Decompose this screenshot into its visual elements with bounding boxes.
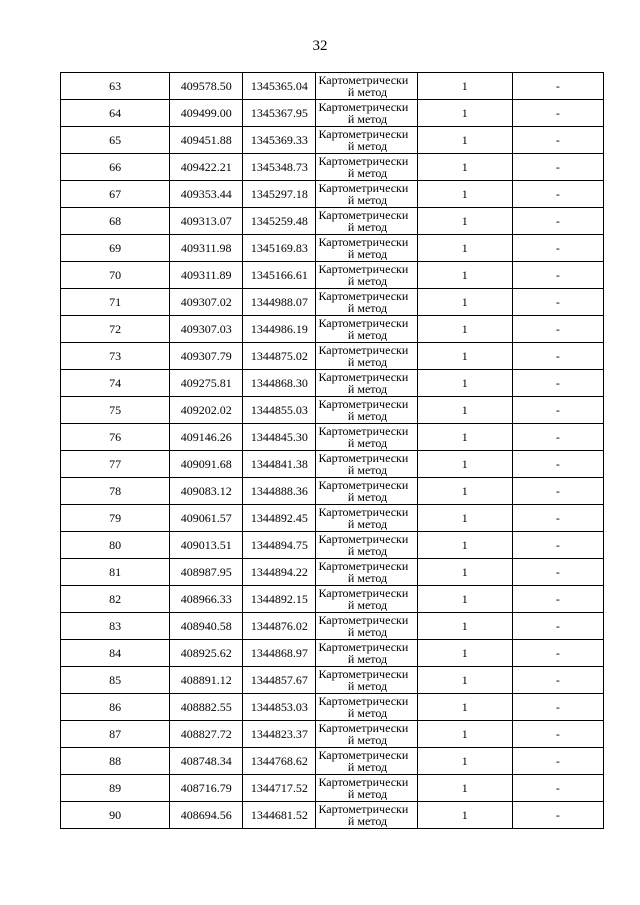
method-text: [316, 317, 416, 341]
x-coordinate-cell: 409083.12: [170, 478, 243, 505]
point-number-cell: 84: [61, 640, 170, 667]
method-line-2: й метод: [347, 490, 388, 503]
method-line-2: й метод: [347, 193, 388, 206]
y-coordinate-cell: 1344868.97: [243, 640, 316, 667]
method-line-1: Картометрически: [318, 128, 409, 141]
description-cell: -: [512, 667, 603, 694]
point-number-cell: 72: [61, 316, 170, 343]
description-cell: -: [512, 586, 603, 613]
method-line-1: Картометрически: [318, 749, 409, 762]
y-coordinate-cell: 1344892.45: [243, 505, 316, 532]
method-line-2: й метод: [347, 463, 388, 476]
y-coordinate-cell: 1345169.83: [243, 235, 316, 262]
accuracy-cell: 1: [417, 289, 512, 316]
method-cell: [316, 208, 417, 235]
accuracy-cell: 1: [417, 478, 512, 505]
point-number-cell: 79: [61, 505, 170, 532]
point-number-cell: 75: [61, 397, 170, 424]
point-number-cell: 83: [61, 613, 170, 640]
method-line-2: й метод: [347, 679, 388, 692]
description-cell: -: [512, 694, 603, 721]
method-line-2: й метод: [347, 814, 388, 827]
description-cell: -: [512, 532, 603, 559]
method-text: [316, 560, 416, 584]
method-cell: [316, 694, 417, 721]
method-cell: [316, 559, 417, 586]
method-text: [316, 506, 416, 530]
accuracy-cell: 1: [417, 316, 512, 343]
method-cell: [316, 478, 417, 505]
point-number-cell: 80: [61, 532, 170, 559]
y-coordinate-cell: 1344876.02: [243, 613, 316, 640]
accuracy-cell: 1: [417, 505, 512, 532]
description-cell: -: [512, 748, 603, 775]
x-coordinate-cell: 409307.03: [170, 316, 243, 343]
y-coordinate-cell: 1344681.52: [243, 802, 316, 829]
description-cell: -: [512, 127, 603, 154]
y-coordinate-cell: 1344717.52: [243, 775, 316, 802]
method-cell: [316, 262, 417, 289]
method-text: [316, 236, 416, 260]
table-row: [61, 370, 604, 397]
method-text: [316, 398, 416, 422]
x-coordinate-cell: 409091.68: [170, 451, 243, 478]
table-row: [61, 505, 604, 532]
accuracy-cell: 1: [417, 208, 512, 235]
point-number-cell: 81: [61, 559, 170, 586]
method-line-1: Картометрически: [318, 506, 409, 519]
method-text: [316, 722, 416, 746]
table-row: [61, 316, 604, 343]
description-cell: -: [512, 100, 603, 127]
table-row: [61, 100, 604, 127]
method-cell: [316, 289, 417, 316]
table-row: [61, 127, 604, 154]
accuracy-cell: 1: [417, 100, 512, 127]
x-coordinate-cell: 409275.81: [170, 370, 243, 397]
method-line-2: й метод: [347, 166, 388, 179]
method-cell: [316, 775, 417, 802]
y-coordinate-cell: 1344986.19: [243, 316, 316, 343]
accuracy-cell: 1: [417, 127, 512, 154]
description-cell: -: [512, 397, 603, 424]
x-coordinate-cell: 409578.50: [170, 73, 243, 100]
accuracy-cell: 1: [417, 262, 512, 289]
method-text: [316, 803, 416, 827]
x-coordinate-cell: 408966.33: [170, 586, 243, 613]
method-cell: [316, 343, 417, 370]
accuracy-cell: 1: [417, 424, 512, 451]
method-line-2: й метод: [347, 85, 388, 98]
page-number: 32: [312, 38, 328, 54]
method-cell: [316, 748, 417, 775]
method-text: [316, 290, 416, 314]
point-number-cell: 67: [61, 181, 170, 208]
method-text: [316, 776, 416, 800]
table-row: [61, 424, 604, 451]
table-row: [61, 451, 604, 478]
x-coordinate-cell: 409353.44: [170, 181, 243, 208]
y-coordinate-cell: 1344875.02: [243, 343, 316, 370]
method-line-2: й метод: [347, 436, 388, 449]
accuracy-cell: 1: [417, 181, 512, 208]
method-line-2: й метод: [347, 328, 388, 341]
method-line-2: й метод: [347, 247, 388, 260]
point-number-cell: 76: [61, 424, 170, 451]
accuracy-cell: 1: [417, 451, 512, 478]
description-cell: -: [512, 775, 603, 802]
description-cell: -: [512, 154, 603, 181]
y-coordinate-cell: 1344823.37: [243, 721, 316, 748]
x-coordinate-cell: 409499.00: [170, 100, 243, 127]
description-cell: -: [512, 721, 603, 748]
method-line-2: й метод: [347, 760, 388, 773]
method-line-1: Картометрически: [318, 668, 409, 681]
method-text: [316, 263, 416, 287]
coordinates-table: [60, 72, 604, 829]
y-coordinate-cell: 1344894.75: [243, 532, 316, 559]
table-row: [61, 289, 604, 316]
method-text: [316, 425, 416, 449]
method-cell: [316, 505, 417, 532]
table-row: [61, 559, 604, 586]
accuracy-cell: 1: [417, 370, 512, 397]
y-coordinate-cell: 1344841.38: [243, 451, 316, 478]
method-cell: [316, 127, 417, 154]
method-line-1: Картометрически: [318, 209, 409, 222]
method-text: [316, 479, 416, 503]
method-line-1: Картометрически: [318, 74, 409, 87]
method-text: [316, 155, 416, 179]
table-row: [61, 613, 604, 640]
method-line-1: Картометрически: [318, 533, 409, 546]
x-coordinate-cell: 409311.89: [170, 262, 243, 289]
method-cell: [316, 613, 417, 640]
point-number-cell: 87: [61, 721, 170, 748]
point-number-cell: 82: [61, 586, 170, 613]
y-coordinate-cell: 1345369.33: [243, 127, 316, 154]
description-cell: -: [512, 424, 603, 451]
method-cell: [316, 235, 417, 262]
method-text: [316, 587, 416, 611]
method-cell: [316, 451, 417, 478]
y-coordinate-cell: 1344857.67: [243, 667, 316, 694]
description-cell: -: [512, 262, 603, 289]
x-coordinate-cell: 408694.56: [170, 802, 243, 829]
accuracy-cell: 1: [417, 748, 512, 775]
method-line-1: Картометрически: [318, 290, 409, 303]
method-line-1: Картометрически: [318, 182, 409, 195]
accuracy-cell: 1: [417, 613, 512, 640]
method-cell: [316, 721, 417, 748]
point-number-cell: 86: [61, 694, 170, 721]
table-row: [61, 235, 604, 262]
x-coordinate-cell: 408891.12: [170, 667, 243, 694]
point-number-cell: 77: [61, 451, 170, 478]
method-line-1: Картометрически: [318, 371, 409, 384]
method-cell: [316, 397, 417, 424]
method-line-1: Картометрически: [318, 236, 409, 249]
method-text: [316, 209, 416, 233]
method-line-2: й метод: [347, 274, 388, 287]
method-text: [316, 371, 416, 395]
y-coordinate-cell: 1344894.22: [243, 559, 316, 586]
accuracy-cell: 1: [417, 532, 512, 559]
method-cell: [316, 586, 417, 613]
method-line-1: Картометрически: [318, 425, 409, 438]
x-coordinate-cell: 409202.02: [170, 397, 243, 424]
x-coordinate-cell: 409311.98: [170, 235, 243, 262]
x-coordinate-cell: 408940.58: [170, 613, 243, 640]
accuracy-cell: 1: [417, 667, 512, 694]
table-row: [61, 397, 604, 424]
table-row: [61, 667, 604, 694]
accuracy-cell: 1: [417, 586, 512, 613]
method-text: [316, 344, 416, 368]
method-text: [316, 101, 416, 125]
method-line-1: Картометрически: [318, 803, 409, 816]
description-cell: -: [512, 181, 603, 208]
point-number-cell: 68: [61, 208, 170, 235]
point-number-cell: 66: [61, 154, 170, 181]
table-body: [61, 73, 604, 829]
method-line-2: й метод: [347, 733, 388, 746]
x-coordinate-cell: 409061.57: [170, 505, 243, 532]
description-cell: -: [512, 640, 603, 667]
accuracy-cell: 1: [417, 235, 512, 262]
y-coordinate-cell: 1345348.73: [243, 154, 316, 181]
y-coordinate-cell: 1344853.03: [243, 694, 316, 721]
accuracy-cell: 1: [417, 640, 512, 667]
method-line-1: Картометрически: [318, 101, 409, 114]
description-cell: -: [512, 289, 603, 316]
x-coordinate-cell: 409422.21: [170, 154, 243, 181]
method-line-1: Картометрически: [318, 695, 409, 708]
point-number-cell: 71: [61, 289, 170, 316]
x-coordinate-cell: 409313.07: [170, 208, 243, 235]
description-cell: -: [512, 505, 603, 532]
accuracy-cell: 1: [417, 802, 512, 829]
table-row: [61, 73, 604, 100]
point-number-cell: 89: [61, 775, 170, 802]
method-line-1: Картометрически: [318, 722, 409, 735]
point-number-cell: 78: [61, 478, 170, 505]
table-row: [61, 208, 604, 235]
description-cell: -: [512, 73, 603, 100]
table-row: [61, 748, 604, 775]
method-text: [316, 641, 416, 665]
point-number-cell: 73: [61, 343, 170, 370]
method-line-2: й метод: [347, 787, 388, 800]
method-line-1: Картометрически: [318, 398, 409, 411]
point-number-cell: 64: [61, 100, 170, 127]
point-number-cell: 85: [61, 667, 170, 694]
description-cell: -: [512, 559, 603, 586]
method-line-2: й метод: [347, 382, 388, 395]
y-coordinate-cell: 1345367.95: [243, 100, 316, 127]
x-coordinate-cell: 409146.26: [170, 424, 243, 451]
table-row: [61, 586, 604, 613]
method-line-2: й метод: [347, 220, 388, 233]
method-line-2: й метод: [347, 652, 388, 665]
table-row: [61, 154, 604, 181]
x-coordinate-cell: 409307.02: [170, 289, 243, 316]
method-line-2: й метод: [347, 301, 388, 314]
description-cell: -: [512, 316, 603, 343]
table-row: [61, 802, 604, 829]
y-coordinate-cell: 1345259.48: [243, 208, 316, 235]
y-coordinate-cell: 1345166.61: [243, 262, 316, 289]
table-row: [61, 640, 604, 667]
method-cell: [316, 802, 417, 829]
method-line-1: Картометрически: [318, 560, 409, 573]
description-cell: -: [512, 208, 603, 235]
point-number-cell: 70: [61, 262, 170, 289]
table-row: [61, 721, 604, 748]
accuracy-cell: 1: [417, 154, 512, 181]
x-coordinate-cell: 408925.62: [170, 640, 243, 667]
x-coordinate-cell: 408987.95: [170, 559, 243, 586]
method-cell: [316, 424, 417, 451]
method-line-1: Картометрически: [318, 317, 409, 330]
x-coordinate-cell: 408748.34: [170, 748, 243, 775]
y-coordinate-cell: 1345297.18: [243, 181, 316, 208]
point-number-cell: 69: [61, 235, 170, 262]
point-number-cell: 65: [61, 127, 170, 154]
method-line-1: Картометрически: [318, 614, 409, 627]
method-cell: [316, 73, 417, 100]
x-coordinate-cell: 409451.88: [170, 127, 243, 154]
method-text: [316, 74, 416, 98]
y-coordinate-cell: 1344855.03: [243, 397, 316, 424]
point-number-cell: 88: [61, 748, 170, 775]
method-line-2: й метод: [347, 598, 388, 611]
table-row: [61, 694, 604, 721]
method-text: [316, 668, 416, 692]
x-coordinate-cell: 408716.79: [170, 775, 243, 802]
method-line-1: Картометрически: [318, 263, 409, 276]
accuracy-cell: 1: [417, 721, 512, 748]
method-text: [316, 182, 416, 206]
y-coordinate-cell: 1344868.30: [243, 370, 316, 397]
accuracy-cell: 1: [417, 73, 512, 100]
x-coordinate-cell: 408882.55: [170, 694, 243, 721]
point-number-cell: 90: [61, 802, 170, 829]
table-row: [61, 775, 604, 802]
y-coordinate-cell: 1345365.04: [243, 73, 316, 100]
method-cell: [316, 667, 417, 694]
method-line-2: й метод: [347, 409, 388, 422]
description-cell: -: [512, 613, 603, 640]
accuracy-cell: 1: [417, 775, 512, 802]
description-cell: -: [512, 343, 603, 370]
method-line-1: Картометрически: [318, 587, 409, 600]
method-text: [316, 452, 416, 476]
table-row: [61, 343, 604, 370]
table-row: [61, 181, 604, 208]
point-number-cell: 74: [61, 370, 170, 397]
description-cell: -: [512, 370, 603, 397]
point-number-cell: 63: [61, 73, 170, 100]
method-line-2: й метод: [347, 571, 388, 584]
method-line-1: Картометрически: [318, 776, 409, 789]
method-line-2: й метод: [347, 517, 388, 530]
method-cell: [316, 154, 417, 181]
method-cell: [316, 181, 417, 208]
method-line-1: Картометрически: [318, 452, 409, 465]
y-coordinate-cell: 1344768.62: [243, 748, 316, 775]
method-line-2: й метод: [347, 625, 388, 638]
method-line-2: й метод: [347, 706, 388, 719]
method-text: [316, 128, 416, 152]
method-cell: [316, 640, 417, 667]
method-line-1: Картометрически: [318, 344, 409, 357]
method-line-1: Картометрически: [318, 155, 409, 168]
description-cell: -: [512, 478, 603, 505]
y-coordinate-cell: 1344892.15: [243, 586, 316, 613]
method-text: [316, 533, 416, 557]
method-line-2: й метод: [347, 112, 388, 125]
method-text: [316, 614, 416, 638]
accuracy-cell: 1: [417, 694, 512, 721]
method-cell: [316, 532, 417, 559]
method-cell: [316, 370, 417, 397]
method-cell: [316, 316, 417, 343]
method-line-2: й метод: [347, 544, 388, 557]
table-row: [61, 478, 604, 505]
accuracy-cell: 1: [417, 343, 512, 370]
description-cell: -: [512, 451, 603, 478]
y-coordinate-cell: 1344845.30: [243, 424, 316, 451]
method-text: [316, 749, 416, 773]
y-coordinate-cell: 1344988.07: [243, 289, 316, 316]
accuracy-cell: 1: [417, 397, 512, 424]
method-line-2: й метод: [347, 139, 388, 152]
description-cell: -: [512, 235, 603, 262]
accuracy-cell: 1: [417, 559, 512, 586]
x-coordinate-cell: 409013.51: [170, 532, 243, 559]
x-coordinate-cell: 409307.79: [170, 343, 243, 370]
table-row: [61, 262, 604, 289]
y-coordinate-cell: 1344888.36: [243, 478, 316, 505]
method-line-2: й метод: [347, 355, 388, 368]
table-row: [61, 532, 604, 559]
method-cell: [316, 100, 417, 127]
description-cell: -: [512, 802, 603, 829]
method-line-1: Картометрически: [318, 641, 409, 654]
method-text: [316, 695, 416, 719]
x-coordinate-cell: 408827.72: [170, 721, 243, 748]
method-line-1: Картометрически: [318, 479, 409, 492]
